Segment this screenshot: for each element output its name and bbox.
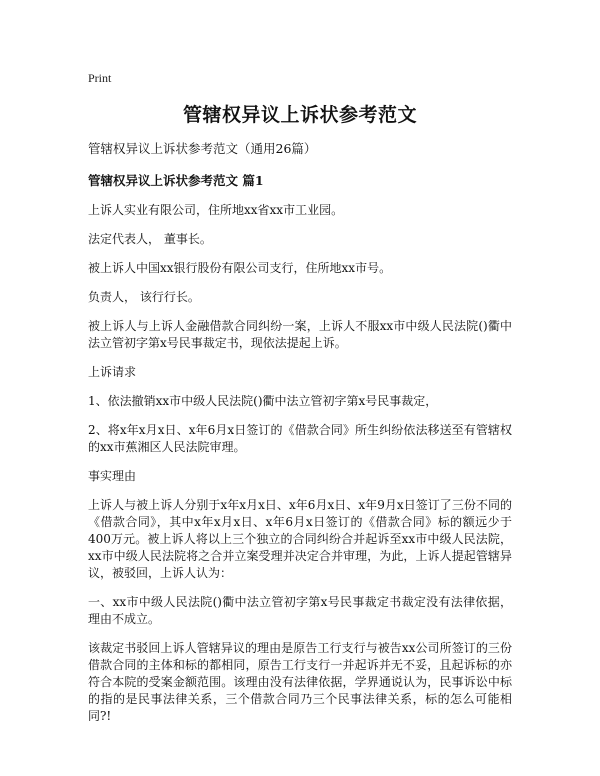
paragraph-point-1-detail: 该裁定书驳回上诉人管辖异议的理由是原告工行支行与被告xx公司所签订的三份借款合同的主体和标的都相同，原告工行支行一并起诉并无不妥，且起诉标的亦符合本院的受案金额范围。该理由没有法律依据，学界通说认为，民事诉讼中标的指的是民事法律关系，三个借款合同乃三个民事法律关系，标的怎么可能相同?! — [88, 641, 512, 723]
paragraph-appellant: 上诉人实业有限公司，住所地xx省xx市工业园。 — [88, 203, 344, 217]
paragraph-request-1: 1、依法撤销xx市中级人民法院()衢中法立管初字第x号民事裁定， — [88, 394, 438, 408]
print-link[interactable]: Print — [88, 71, 112, 85]
paragraph-case-intro: 被上诉人与上诉人金融借款合同纠纷一案，上诉人不服xx市中级人民法院()衢中法立管初字第x号民事裁定书，现依法提起上诉。 — [88, 319, 512, 350]
paragraph-facts: 上诉人与被上诉人分别于x年x月x日、x年6月x日、x年9月x日签订了三份不同的《借款合同》，其中x年x月x日、x年6月x日签订的《借款合同》标的额远少于400万元。被上诉人将以上三个独立的合同纠纷合并起诉至xx市中级人民法院，xx市中级人民法院将之合并立案受理并决定合并审理，为此，上诉人提起管辖异议，被驳回，上诉人认为： — [88, 498, 512, 580]
paragraph-appeal-requests-heading: 上诉请求 — [88, 365, 137, 379]
document-subtitle: 管辖权异议上诉状参考范文（通用26篇） — [88, 141, 317, 156]
paragraph-responsible-person: 负责人， 该行行长。 — [88, 290, 200, 304]
paragraph-facts-heading: 事实理由 — [88, 469, 137, 483]
section-heading: 管辖权异议上诉状参考范文 篇1 — [88, 173, 264, 188]
paragraph-request-2: 2、将x年x月x日、x年6月x日签订的《借款合同》所生纠纷依法移送至有管辖权的xx市蕉湘区人民法院审理。 — [88, 423, 512, 454]
page-title: 管辖权异议上诉状参考范文 — [182, 104, 417, 126]
paragraph-legal-rep: 法定代表人， 董事长。 — [88, 232, 212, 246]
paragraph-appellee: 被上诉人中国xx银行股份有限公司支行，住所地xx市号。 — [88, 261, 392, 275]
paragraph-point-1: 一、xx市中级人民法院()衢中法立管初字第x号民事裁定书裁定没有法律依据，理由不成立。 — [88, 595, 512, 626]
